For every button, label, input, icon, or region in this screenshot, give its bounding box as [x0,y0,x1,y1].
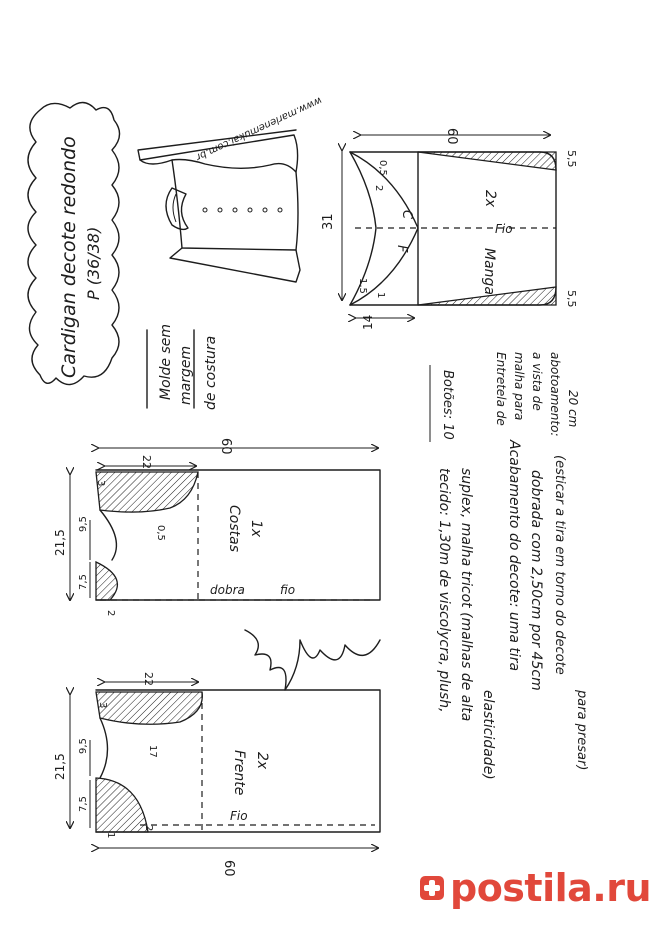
sleeve-count: 2x [482,190,498,208]
neckfinish-line1: Acabamento do decote: uma tira [506,440,522,672]
neckfinish-line4: para presar) [574,690,589,771]
sleeve-back-mark: C [399,210,414,220]
front-neck-depth-label: 17 [147,745,158,758]
back-grain-label: fio [280,583,296,597]
back-neckwidth-label: 9,5 [78,516,89,532]
back-neck-hatch [96,562,117,600]
front-grain-label: Fio [230,809,248,823]
sleeve-label: Manga [481,248,497,295]
interfacing-line5: 20 cm [566,390,580,428]
front-shoulder-drop-label: 3 [97,702,108,709]
back-neck-depth-label: 2 [105,610,116,617]
sleeve-cap-label: 14 [361,314,375,330]
sleeve-bottom-offset: 5,5 [565,290,578,308]
back-halfwidth-label: 21,5 [53,529,67,556]
sleeve-height-label: 31 [321,213,336,230]
front-shoulder-hatch [96,692,202,724]
front-label: Frente [231,750,247,796]
molde-note [147,324,219,410]
fabric-line3: elasticidade) [480,690,496,780]
front-piece [53,672,380,877]
back-shoulder-drop-label: 3 [95,480,106,487]
fabric-line1: tecido: 1,30m de viscolycra, plush, [436,468,452,713]
plus-icon [420,876,444,900]
front-armhole-label: 22 [142,672,155,686]
sleeve-hatch-top [418,152,556,170]
front-halfwidth-label: 21,5 [53,753,67,780]
interfacing-line4: abotoamento: [548,352,562,437]
cardigan-sketch [138,94,323,282]
watermark [420,858,660,918]
website-text: www.marlenemukai.com.br [194,94,324,163]
fabric-line2: suplex, malha tricot (malhas de alta [458,468,474,722]
back-label: Costas [226,505,242,552]
front-neck-hatch [96,778,148,832]
buttons-label: Botões: 10 [440,370,455,440]
sleeve-grain-label: Fio [495,222,513,236]
back-piece [53,438,380,616]
sleeve-lower-mark: 1 [375,292,386,299]
sleeve-upper-mark: 2 [373,185,384,192]
neckfinish-line2: dobrada com 2,50cm por 45cm [528,470,544,691]
front-armhole-depth-label: 7,5 [78,796,89,812]
front-overlap-label: 1 [105,832,116,839]
front-overlap2-label: 2 [143,825,154,832]
notes [430,352,589,780]
sleeve-front-mark: F [394,245,409,253]
back-armhole-depth-label: 7,5 [78,574,89,590]
signature [245,612,380,690]
interfacing-line1: Entretela de [494,352,508,426]
signature-text: Marlene Mukai [297,612,307,678]
molde-line3: de costura [203,335,219,410]
interfacing-line2: malha para [512,352,526,421]
interfacing-line3: a vista de [530,352,544,411]
back-length-label: 60 [218,438,233,455]
molde-line2: margem [178,345,194,405]
back-cap-label: 0,5 [155,525,166,541]
sleeve-upper-cap: 0,5 [377,160,388,176]
back-fold-label: dobra [210,583,245,597]
button-icons [203,208,282,212]
molde-line1: Molde sem [158,323,174,400]
front-length-label: 60 [221,860,236,877]
size-text: P (36/38) [84,226,103,300]
front-count: 2x [254,752,270,770]
back-count: 1x [248,520,264,538]
sleeve-top-offset: 5,5 [565,150,578,168]
back-armhole-label: 22 [140,455,153,469]
front-neckwidth-label: 9,5 [78,738,89,754]
sleeve-lower-cap: 1,5 [357,278,368,294]
sleeve-piece [321,128,578,330]
neckfinish-line3: (esticar a tira em torno do decote [552,455,567,675]
title-cloud [28,102,120,384]
watermark-text: postila.ru [450,866,652,910]
sleeve-width-label: 60 [444,128,459,145]
title-text: Cardigan decote redondo [58,136,80,378]
back-shoulder-hatch [96,472,198,512]
